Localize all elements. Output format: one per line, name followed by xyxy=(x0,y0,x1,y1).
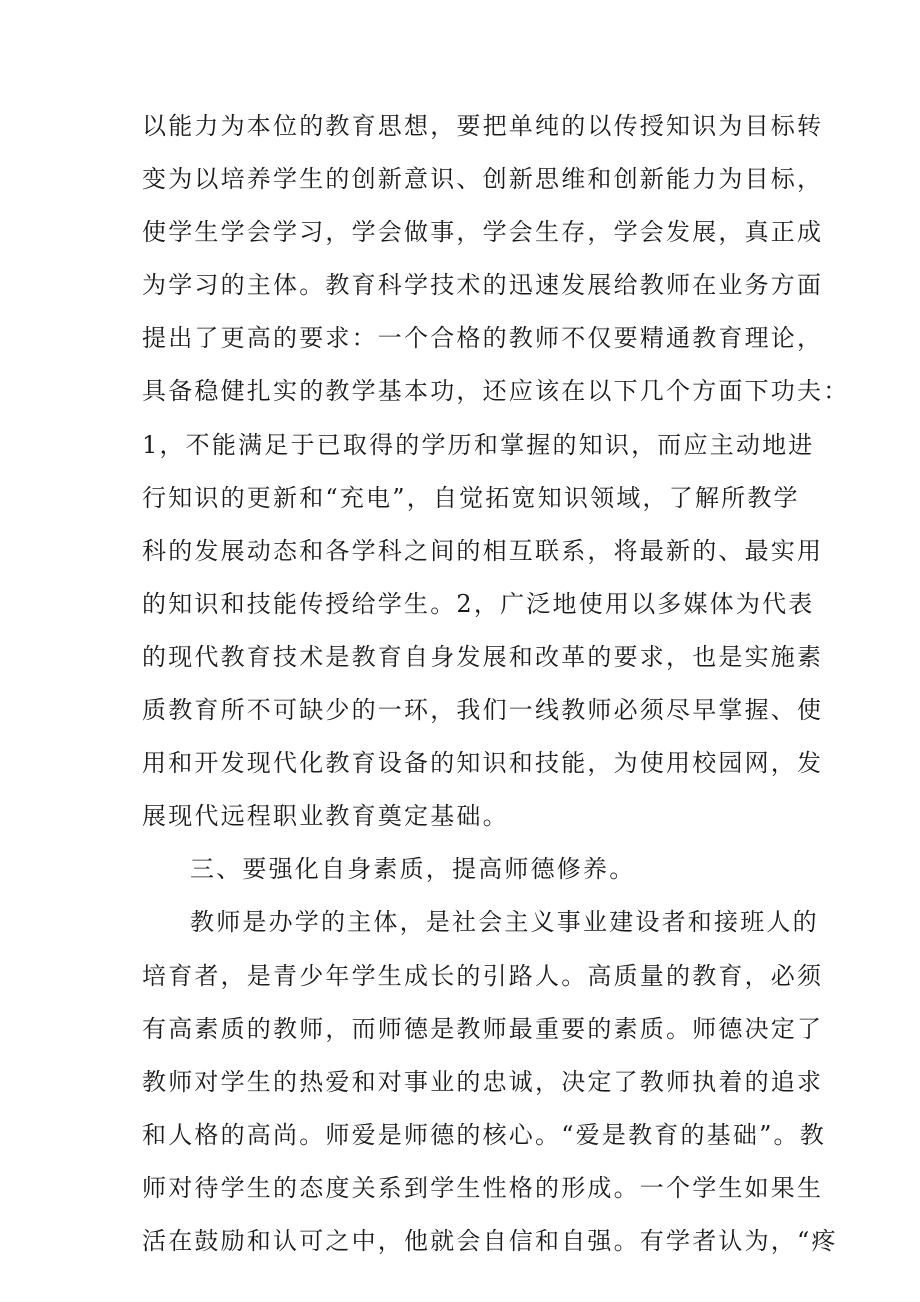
text-line: 提出了更高的要求：一个合格的教师不仅要精通教育理论， xyxy=(142,324,824,353)
text-line: 科的发展动态和各学科之间的相互联系，将最新的、最实用 xyxy=(142,536,824,565)
text-line: 师对待学生的态度关系到学生性格的形成。一个学生如果生 xyxy=(142,1173,824,1202)
text-line: 以能力为本位的教育思想，要把单纯的以传授知识为目标转 xyxy=(142,112,824,140)
document-body xyxy=(142,100,850,1268)
paragraph-start-line: 教师是办学的主体，是社会主义事业建设者和接班人的 xyxy=(190,908,819,937)
text-line: 教师对学生的热爱和对事业的忠诚，决定了教师执着的追求 xyxy=(142,1067,824,1096)
text-line: 变为以培养学生的创新意识、创新思维和创新能力为目标， xyxy=(142,165,824,194)
text-line: 质教育所不可缺少的一环，我们一线教师必须尽早掌握、使 xyxy=(142,696,824,725)
text-line: 的知识和技能传授给学生。2，广泛地使用以多媒体为代表 xyxy=(142,589,815,618)
text-line: 用和开发现代化教育设备的知识和技能，为使用校园网，发 xyxy=(142,749,824,778)
text-line: 培育者，是青少年学生成长的引路人。高质量的教育，必须 xyxy=(142,961,824,990)
text-line: 的现代教育技术是教育自身发展和改革的要求，也是实施素 xyxy=(142,642,824,671)
text-line: 有高素质的教师，而师德是教师最重要的素质。师德决定了 xyxy=(142,1014,824,1043)
text-line: 使学生学会学习，学会做事，学会生存，学会发展，真正成 xyxy=(142,218,824,247)
text-line: 和人格的高尚。师爱是师德的核心。“爱是教育的基础”。教 xyxy=(142,1120,826,1149)
text-line: 具备稳健扎实的教学基本功，还应该在以下几个方面下功夫： xyxy=(142,377,850,406)
text-line: 为学习的主体。教育科学技术的迅速发展给教师在业务方面 xyxy=(142,271,824,300)
text-line: 展现代远程职业教育奠定基础。 xyxy=(142,802,509,831)
paragraph-start-line: 三、要强化自身素质，提高师德修养。 xyxy=(190,855,636,884)
text-line: 活在鼓励和认可之中，他就会自信和自强。有学者认为，“疼 xyxy=(142,1226,838,1255)
text-line: 行知识的更新和“充电”，自觉拓宽知识领域，了解所教学 xyxy=(142,483,800,512)
text-line: 1，不能满足于已取得的学历和掌握的知识，而应主动地进 xyxy=(142,430,815,459)
